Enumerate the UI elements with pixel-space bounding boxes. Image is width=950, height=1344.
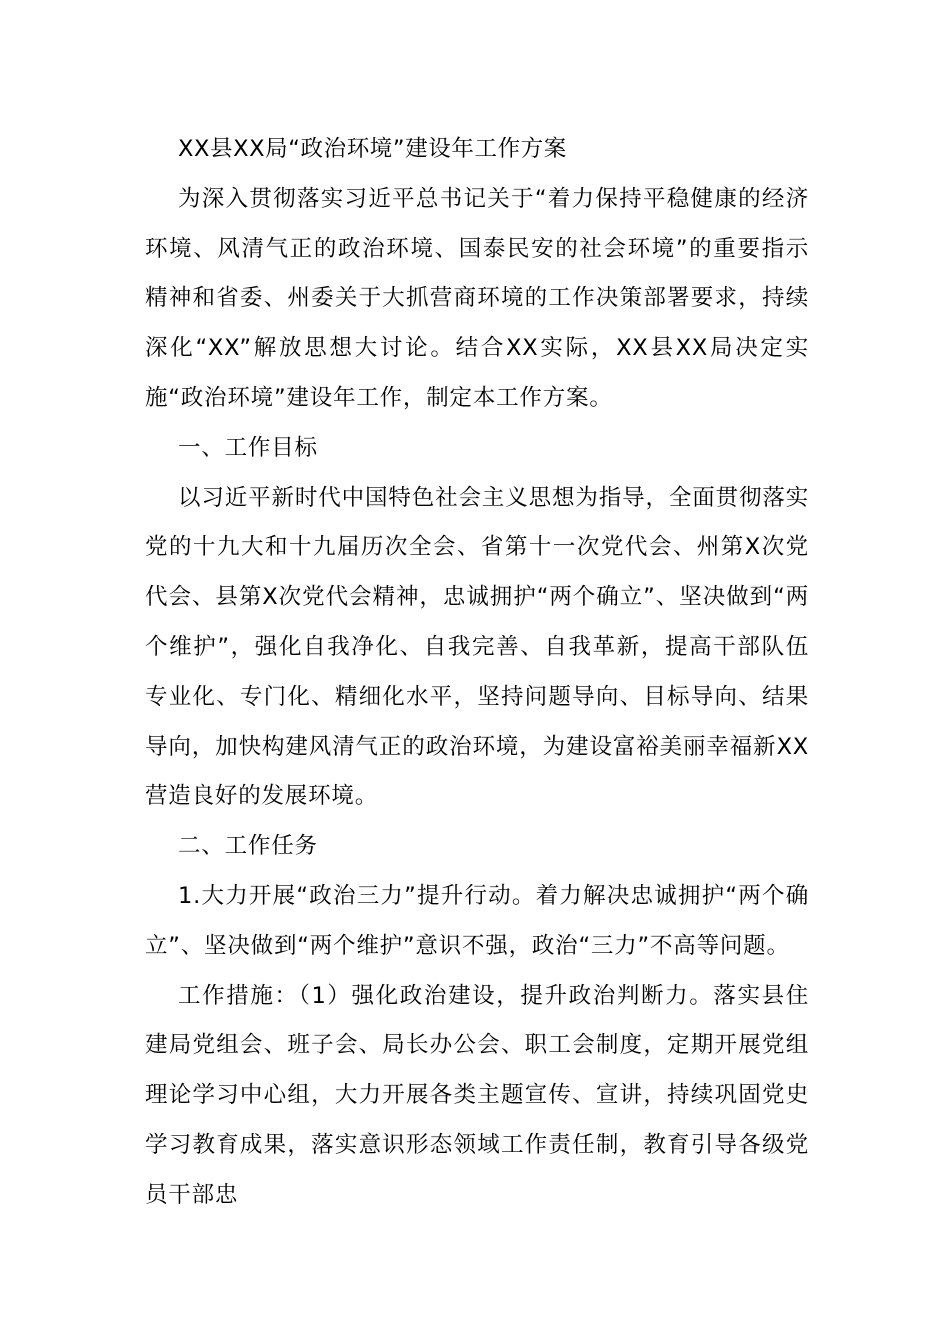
document-body xyxy=(145,125,809,1221)
document-title: XX县XX局“政治环境”建设年工作方案 xyxy=(178,136,567,162)
intro-paragraph: 为深入贯彻落实习近平总书记关于“着力保持平稳健康的经济环境、风清气正的政治环境、国泰民安的社会环境”的重要指示精神和省委、州委关于大抓营商环境的工作决策部署要求，持续深化“XX”解放思想大讨论。结合XX实际，XX县XX局决定实施“政治环境”建设年工作，制定本工作方案。 xyxy=(145,185,809,411)
section-heading-goals: 一、工作目标 xyxy=(178,434,318,461)
task-1-measures-paragraph: 工作措施：（1）强化政治建设，提升政治判断力。落实县住建局党组会、班子会、局长办公会、职工会制度，定期开展党组理论学习中心组，大力开展各类主题宣传、宣讲，持续巩固党史学习教育成果，落实意识形态领域工作责任制，教育引导各级党员干部忠 xyxy=(145,982,809,1208)
section-heading-tasks: 二、工作任务 xyxy=(178,833,318,860)
goals-paragraph: 以习近平新时代中国特色社会主义思想为指导，全面贯彻落实党的十九大和十九届历次全会、省第十一次党代会、州第X次党代会、县第X次党代会精神，忠诚拥护“两个确立”、坚决做到“两个维护”，强化自我净化、自我完善、自我革新，提高干部队伍专业化、专门化、精细化水平，坚持问题导向、目标导向、结果导向，加快构建风清气正的政治环境，为建设富裕美丽幸福新XX营造良好的发展环境。 xyxy=(145,484,809,810)
task-1-paragraph: 1.大力开展“政治三力”提升行动。着力解决忠诚拥护“两个确立”、坚决做到“两个维护”意识不强，政治“三力”不高等问题。 xyxy=(145,882,809,959)
